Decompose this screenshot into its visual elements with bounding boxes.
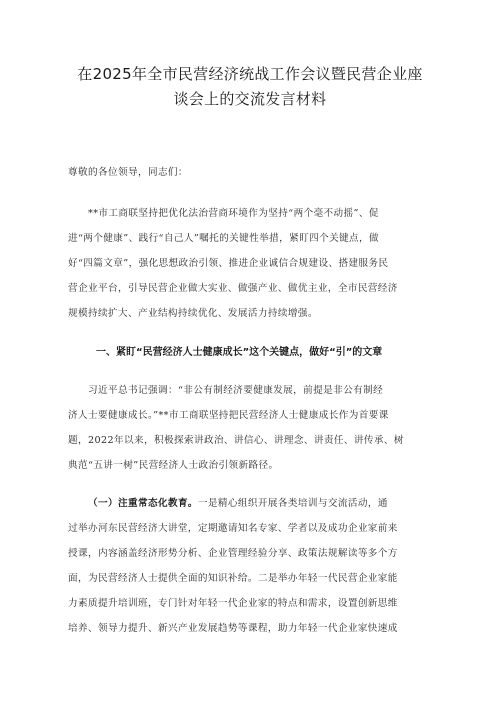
salutation bbox=[68, 160, 434, 185]
title-line-2: 谈会上的交流发言材料 bbox=[173, 90, 327, 108]
section-1-line: 习近平总书记强调：“非公有制经济要健康发展，前提是非公有制经 bbox=[88, 385, 384, 396]
subsection-1-line: 面，为民营经济人士提供全面的知识补给。二是举办年轻一代民营企业家能 bbox=[68, 573, 398, 584]
intro-line: 营企业平台，引导民营企业做大实业、做强产业、做优主业，全市民营经济 bbox=[68, 283, 398, 294]
salutation-text: 尊敬的各位领导，同志们： bbox=[68, 167, 188, 178]
subsection-1-label: （一）注重常态化教育。 bbox=[88, 498, 198, 509]
subsection-1-paragraph bbox=[68, 491, 434, 641]
subsection-1-first-line bbox=[68, 491, 434, 516]
title-line-1: 在2025年全市民营经济统战工作会议暨民营企业座 bbox=[77, 65, 423, 83]
subsection-1-first-text: 一是精心组织开展各类培训与交流活动，通 bbox=[197, 498, 388, 509]
section-1-line: 题，2022年以来，积极探索讲政治、讲信心、讲理念、讲责任、讲传承、树 bbox=[68, 435, 404, 446]
section-1-line: 济人士要健康成长。”**市工商联坚持把民营经济人士健康成长作为首要课 bbox=[68, 410, 389, 421]
subsection-1-line: 授课，内容涵盖经济形势分析、企业管理经验分享、政策法规解读等多个方 bbox=[68, 548, 398, 559]
subsection-1-line: 过举办河东民营经济大讲堂，定期邀请知名专家、学者以及成功企业家前来 bbox=[68, 523, 398, 534]
intro-line: 进“两个健康”、践行“自己人”嘱托的关键性举措，紧盯四个关键点，做 bbox=[68, 233, 380, 244]
section-1-heading: 一、紧盯“民营经济人士健康成长”这个关键点，做好“引”的文章 bbox=[96, 347, 383, 358]
intro-line: 好“四篇文章”，强化思想政治引领、推进企业诚信合规建设、搭建服务民 bbox=[68, 258, 389, 269]
intro-line: **市工商联坚持把优化法治营商环境作为坚持“两个毫不动摇”、促 bbox=[88, 208, 379, 219]
subsection-1-line: 培养、领导力提升、新兴产业发展趋势等课程，助力年轻一代企业家快速成 bbox=[68, 623, 398, 634]
document-title bbox=[60, 62, 440, 112]
section-1-line: 典范“五讲一树”民营经济人士政治引领新路径。 bbox=[68, 460, 279, 471]
intro-line: 规模持续扩大、产业结构持续优化、发展活力持续增强。 bbox=[68, 308, 318, 319]
subsection-1-line: 力素质提升培训班，专门针对年轻一代企业家的特点和需求，设置创新思维 bbox=[68, 598, 398, 609]
intro-paragraph bbox=[68, 201, 434, 326]
section-1-paragraph bbox=[68, 378, 434, 478]
